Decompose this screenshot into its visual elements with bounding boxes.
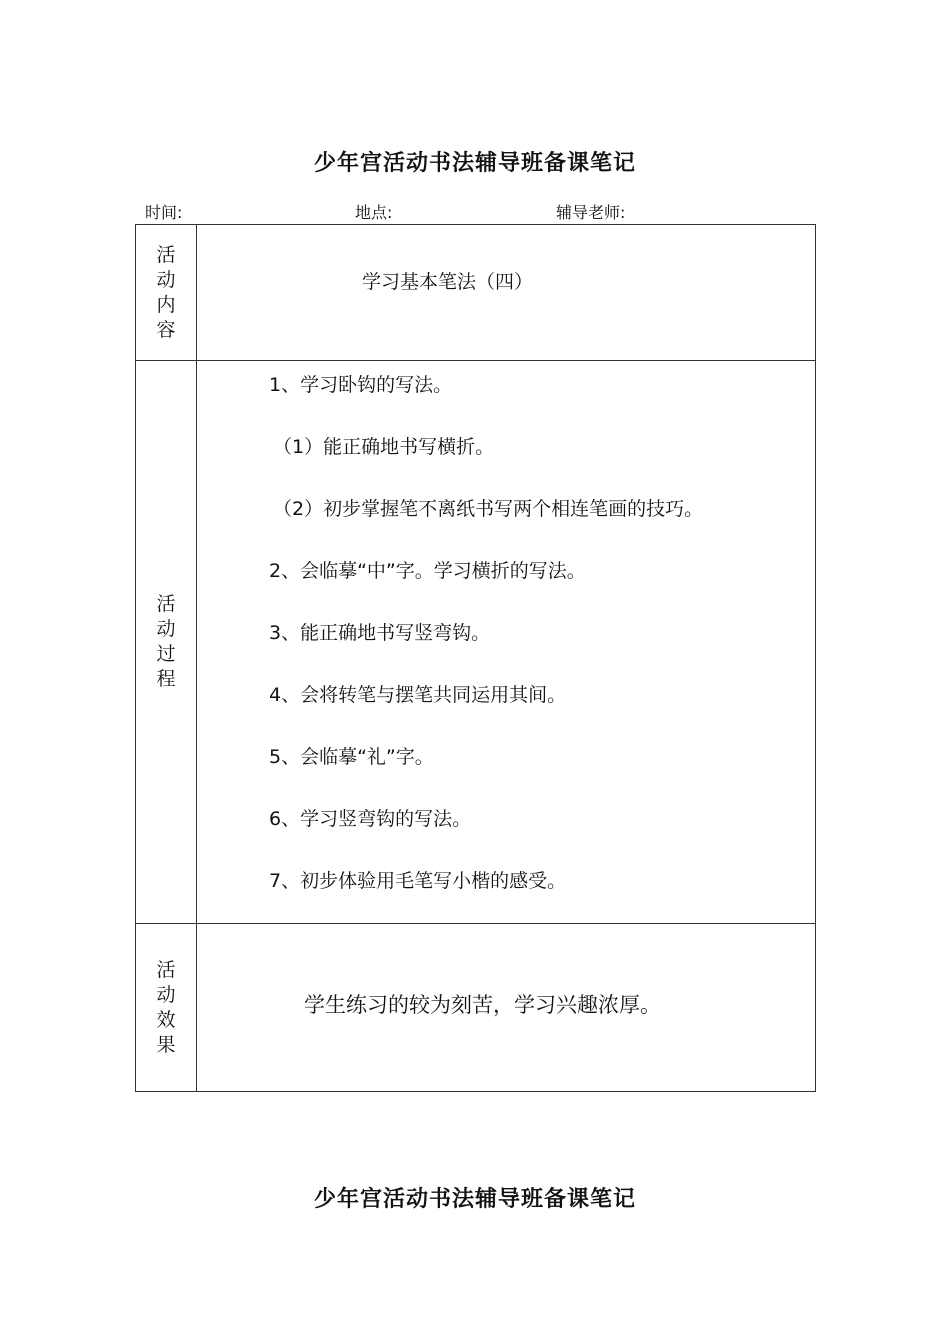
process-item: 5、会临摹“礼”字。 bbox=[269, 746, 434, 768]
process-list bbox=[197, 361, 815, 923]
process-item: 2、会临摹“中”字。学习横折的写法。 bbox=[269, 560, 586, 582]
lesson-table bbox=[135, 224, 816, 1092]
process-item: （2）初步掌握笔不离纸书写两个相连笔画的技巧。 bbox=[273, 498, 704, 520]
activity-content-label: 活动内容 bbox=[156, 243, 176, 341]
process-item: 1、学习卧钩的写法。 bbox=[269, 374, 453, 396]
activity-effect-label: 活动效果 bbox=[156, 958, 176, 1056]
activity-content-text: 学习基本笔法（四） bbox=[362, 271, 534, 293]
place-label: 地点: bbox=[355, 203, 393, 222]
activity-effect-text: 学生练习的较为刻苦，学习兴趣浓厚。 bbox=[304, 992, 661, 1017]
teacher-label: 辅导老师: bbox=[556, 203, 626, 222]
activity-effect-row bbox=[136, 924, 816, 1092]
process-item: 4、会将转笔与摆笔共同运用其间。 bbox=[269, 684, 567, 706]
process-item: 7、初步体验用毛笔写小楷的感受。 bbox=[269, 870, 567, 892]
activity-effect-label-cell bbox=[136, 924, 197, 1092]
activity-content-row bbox=[136, 225, 816, 361]
activity-process-cell bbox=[197, 361, 816, 924]
activity-process-label: 活动过程 bbox=[156, 593, 176, 690]
activity-process-row bbox=[136, 361, 816, 924]
activity-content-cell bbox=[197, 225, 816, 361]
process-item: 6、学习竖弯钩的写法。 bbox=[269, 808, 472, 830]
next-page-title: 少年宫活动书法辅导班备课笔记 bbox=[313, 1187, 636, 1212]
activity-content-label-cell bbox=[136, 225, 197, 361]
page-title: 少年宫活动书法辅导班备课笔记 bbox=[313, 151, 636, 176]
time-label: 时间: bbox=[145, 203, 183, 222]
process-item: 3、能正确地书写竖弯钩。 bbox=[269, 622, 491, 644]
activity-effect-cell bbox=[197, 924, 816, 1092]
process-item: （1）能正确地书写横折。 bbox=[273, 436, 495, 458]
activity-process-label-cell bbox=[136, 361, 197, 924]
